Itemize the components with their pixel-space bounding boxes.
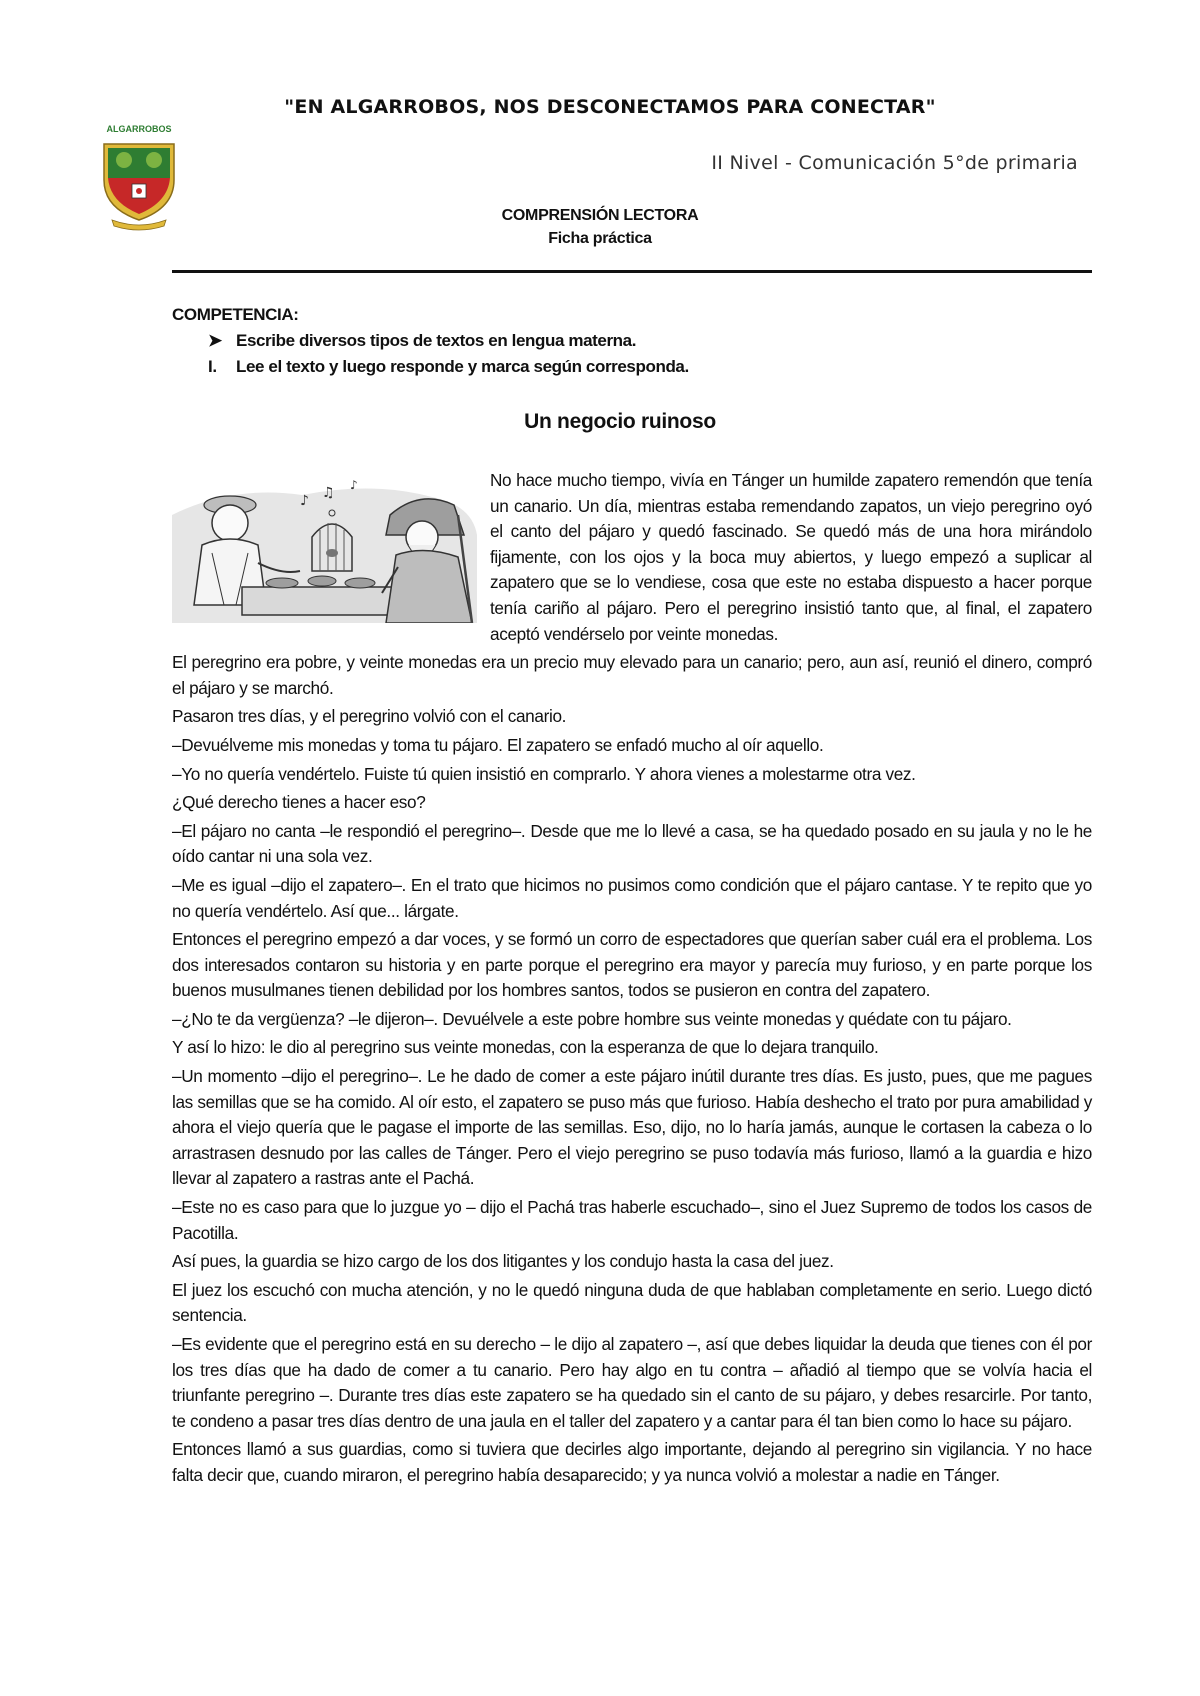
story-paragraph: Entonces el peregrino empezó a dar voces, y se formó un corro de espectadores que querían saber cuál era el problema. Los dos interesados contaron su historia y en parte porque el peregrino era mayor y parecía muy furioso, y en parte porque los buenos musulmanes tienen debilidad por los hombres santos, todos se pusieron en contra del zapatero. <box>172 929 1092 1001</box>
story-body <box>172 468 1092 1492</box>
crest-name-lettering: ALGARROBOS <box>106 124 172 134</box>
story-paragraph: –Este no es caso para que lo juzgue yo – dijo el Pachá tras haberle escuchado–, sino el Juez Supremo de todos los casos de Pacotilla. <box>172 1197 1092 1243</box>
school-motto: "EN ALGARROBOS, NOS DESCONECTAMOS PARA CONECTAR" <box>284 96 936 118</box>
story-paragraph: –Devuélveme mis monedas y toma tu pájaro. El zapatero se enfadó mucho al oír aquello. <box>172 734 824 755</box>
illustration-wrap-spacer <box>172 468 490 622</box>
svg-text:♫: ♫ <box>322 485 335 501</box>
story-paragraph: –Me es igual –dijo el zapatero–. En el trato que hicimos no pusimos como condición que el pájaro cantase. Y te repito que yo no quería vendértelo. Así que... lárgate. <box>172 874 1092 921</box>
story-paragraph: –¿No te da vergüenza? –le dijeron–. Devuélvele a este pobre hombre sus veinte monedas y quédate con tu pájaro. <box>172 1008 1012 1029</box>
section-heading <box>430 204 770 250</box>
story-paragraph: –Yo no quería vendértelo. Fuiste tú quien insistió en comprarlo. Y ahora vienes a molestarme otra vez. <box>172 763 916 784</box>
instruction-item <box>172 354 1092 380</box>
story-paragraph: Y así lo hizo: le dio al peregrino sus veinte monedas, con la esperanza de que lo dejara tranquilo. <box>172 1037 879 1058</box>
story-paragraph: El peregrino era pobre, y veinte monedas era un precio muy elevado para un canario; pero, aun así, reunió el dinero, compró el pájaro y se marchó. <box>172 652 1092 698</box>
section-title: COMPRENSIÓN LECTORA <box>501 207 699 224</box>
competence-bullet <box>172 328 1092 354</box>
story-paragraph: –El pájaro no canta –le respondió el peregrino–. Desde que me lo llevé a casa, se ha quedado posado en su jaula y no le he oído cantar ni una sola vez. <box>172 820 1092 867</box>
story-title: Un negocio ruinoso <box>524 410 716 433</box>
story-paragraph: Entonces llamó a sus guardias, como si tuviera que decirles algo importante, dejando al peregrino sin vigilancia. Y no hace falta decir que, cuando miraron, el peregrino había desaparecido; y ya nunca volvió a molestar a nadie en Tánger. <box>172 1439 1092 1485</box>
story-paragraph: El juez los escuchó con mucha atención, y no le quedó ninguna duda de que hablaban completamente en serio. Luego dictó sentencia. <box>172 1279 1092 1326</box>
story-paragraph: –Un momento –dijo el peregrino–. Le he dado de comer a este pájaro inútil durante tres días. Es justo, pues, que me pagues las semillas que se ha comido. Al oír esto, el zapatero se puso más que furioso. Había deshecho el trato por pura amabilidad y ahora el viejo quería que le pagase el importe de las semillas. Eso, dijo, no lo haría jamás, aunque le cortasen la cabeza o lo arrastrasen desnudo por las calles de Tánger. Pero el viejo peregrino se puso todavía más furioso, llamó a la guardia e hizo llevar al zapatero a rastras ante el Pachá. <box>172 1066 1092 1189</box>
svg-text:♪: ♪ <box>300 493 309 509</box>
story-paragraph: –Es evidente que el peregrino está en su derecho – le dijo al zapatero –, así que debes liquidar la deuda que tienes con él por los tres días que ha dado de comer a tu canario. Pero hay algo en tu contra – añadió al tiempo que se volvía hacia el triunfante peregrino –. Durante tres días este zapatero se ha quedado sin el canto de su pájaro, y debes resarcirle. Por tanto, te condeno a pasar tres días dentro de una jaula en el taller del zapatero y a cantar para él tan bien como lo hace su pájaro. <box>172 1334 1092 1431</box>
story-paragraph: Pasaron tres días, y el peregrino volvió con el canario. <box>172 706 567 727</box>
story-paragraph: ¿Qué derecho tienes a hacer eso? <box>172 792 426 813</box>
story-paragraph: No hace mucho tiempo, vivía en Tánger un humilde zapatero remendón que tenía un canario. Un día, mientras estaba remendando zapatos, un viejo peregrino oyó el canto del pájaro y quedó fascinado. Se quedó más de una hora mirándolo fijamente, con los ojos y la boca muy abiertos, y luego empezó a suplicar al zapatero que se lo vendiese, cosa que este no estaba dispuesto a hacer porque tenía cariño al pájaro. Pero el peregrino insistió tanto que, al final, el zapatero aceptó vendérselo por veinte monedas. <box>490 470 1092 644</box>
section-subtitle: Ficha práctica <box>548 230 652 247</box>
instruction-text: Lee el texto y luego responde y marca según corresponda. <box>236 357 689 376</box>
svg-text:♪: ♪ <box>350 478 358 492</box>
grade-level: II Nivel - Comunicación 5°de primaria <box>711 152 1078 174</box>
competence-bullet-text: Escribe diversos tipos de textos en lengua materna. <box>236 331 637 350</box>
competence-label: COMPETENCIA: <box>172 305 299 324</box>
header-divider <box>172 270 1092 273</box>
school-crest-logo <box>98 122 180 232</box>
competence-block <box>172 302 1092 380</box>
instruction-number: I. <box>208 357 217 376</box>
story-paragraph: Así pues, la guardia se hizo cargo de los dos litigantes y los condujo hasta la casa del juez. <box>172 1251 834 1272</box>
arrowhead-bullet-icon: ➤ <box>208 331 222 350</box>
